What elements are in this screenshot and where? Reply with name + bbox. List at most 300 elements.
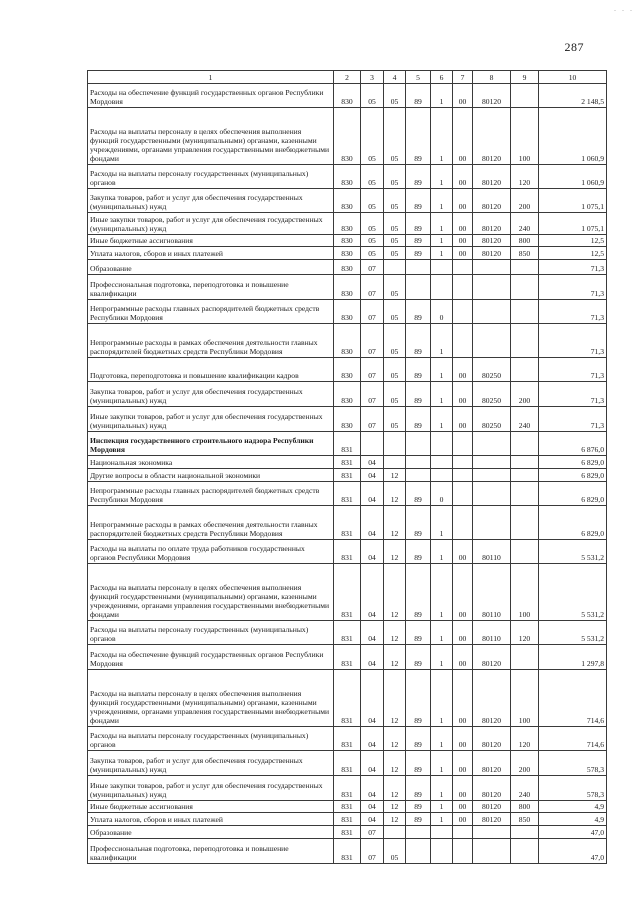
expense-type-cell [511, 324, 539, 358]
amount-cell: 71,3 [539, 407, 607, 432]
gr-code-cell: 830 [334, 358, 361, 382]
table-row [88, 300, 607, 324]
expense-type-cell: 800 [511, 801, 539, 813]
column-header-6: 6 [431, 71, 453, 84]
table-row [88, 564, 607, 621]
table-header-row [88, 71, 607, 84]
subsection-cell: 05 [384, 300, 406, 324]
program-cell: 89 [406, 506, 431, 540]
subprogram-cell: 1 [431, 324, 453, 358]
direction-cell: 00 [453, 407, 473, 432]
direction-cell [453, 826, 473, 839]
article-cell: 80120 [473, 189, 511, 213]
article-cell [473, 839, 511, 864]
expense-type-cell [511, 506, 539, 540]
direction-cell: 00 [453, 382, 473, 407]
section-cell: 07 [361, 300, 384, 324]
column-header-9: 9 [511, 71, 539, 84]
direction-cell [453, 506, 473, 540]
article-cell: 80120 [473, 670, 511, 727]
section-cell: 07 [361, 358, 384, 382]
subprogram-cell: 1 [431, 213, 453, 235]
subprogram-cell: 1 [431, 108, 453, 165]
direction-cell [453, 260, 473, 275]
corner-scan-mark: . . . [614, 4, 634, 13]
expense-type-cell: 100 [511, 670, 539, 727]
row-name-cell: Образование [88, 826, 334, 839]
article-cell [473, 469, 511, 482]
section-cell: 04 [361, 456, 384, 469]
program-cell: 89 [406, 813, 431, 826]
row-name-cell: Расходы на выплаты по оплате труда работников государственных органов Республики Мордовия [88, 540, 334, 564]
row-name-cell: Непрограммные расходы главных распорядителей бюджетных средств Республики Мордовия [88, 300, 334, 324]
subprogram-cell: 1 [431, 247, 453, 260]
amount-cell: 47,0 [539, 839, 607, 864]
subprogram-cell: 1 [431, 84, 453, 108]
gr-code-cell: 831 [334, 482, 361, 506]
direction-cell: 00 [453, 108, 473, 165]
section-cell: 04 [361, 645, 384, 670]
subprogram-cell: 1 [431, 751, 453, 776]
article-cell [473, 260, 511, 275]
expense-type-cell: 240 [511, 776, 539, 801]
table-row [88, 382, 607, 407]
expense-type-cell [511, 84, 539, 108]
subsection-cell: 05 [384, 84, 406, 108]
table-row [88, 260, 607, 275]
section-cell: 04 [361, 801, 384, 813]
table-row [88, 358, 607, 382]
section-cell: 04 [361, 564, 384, 621]
section-cell: 04 [361, 727, 384, 751]
section-cell: 07 [361, 275, 384, 300]
row-name-cell: Расходы на обеспечение функций государственных органов Республики Мордовия [88, 645, 334, 670]
expense-type-cell [511, 540, 539, 564]
section-cell: 04 [361, 813, 384, 826]
program-cell: 89 [406, 564, 431, 621]
direction-cell: 00 [453, 670, 473, 727]
subsection-cell [384, 826, 406, 839]
direction-cell [453, 482, 473, 506]
amount-cell: 71,3 [539, 324, 607, 358]
budget-table [87, 70, 607, 864]
program-cell: 89 [406, 727, 431, 751]
gr-code-cell: 830 [334, 260, 361, 275]
amount-cell: 1 075,1 [539, 189, 607, 213]
row-name-cell: Расходы на выплаты персоналу в целях обеспечения выполнения функций государственными (муниципальными) органами, казенными учреждениями, органами управления государственными внебюджетными фондами [88, 564, 334, 621]
subprogram-cell: 0 [431, 300, 453, 324]
direction-cell: 00 [453, 165, 473, 189]
direction-cell: 00 [453, 540, 473, 564]
gr-code-cell: 830 [334, 235, 361, 247]
subprogram-cell [431, 826, 453, 839]
expense-type-cell: 800 [511, 235, 539, 247]
gr-code-cell: 831 [334, 813, 361, 826]
direction-cell: 00 [453, 235, 473, 247]
amount-cell: 6 829,0 [539, 506, 607, 540]
column-header-4: 4 [384, 71, 406, 84]
subprogram-cell: 1 [431, 727, 453, 751]
table-row [88, 108, 607, 165]
subsection-cell [384, 432, 406, 456]
article-cell [473, 432, 511, 456]
subsection-cell: 12 [384, 621, 406, 645]
subsection-cell: 05 [384, 235, 406, 247]
article-cell: 80110 [473, 540, 511, 564]
row-name-cell: Непрограммные расходы главных распорядителей бюджетных средств Республики Мордовия [88, 482, 334, 506]
amount-cell: 6 829,0 [539, 469, 607, 482]
article-cell [473, 456, 511, 469]
article-cell: 80120 [473, 727, 511, 751]
article-cell: 80120 [473, 213, 511, 235]
section-cell: 04 [361, 776, 384, 801]
subsection-cell: 05 [384, 108, 406, 165]
gr-code-cell: 831 [334, 776, 361, 801]
table-row [88, 275, 607, 300]
row-name-cell: Профессиональная подготовка, переподготовка и повышение квалификации [88, 839, 334, 864]
expense-type-cell [511, 260, 539, 275]
column-header-5: 5 [406, 71, 431, 84]
row-name-cell: Непрограммные расходы в рамках обеспечения деятельности главных распорядителей бюджетных средств Республики Мордовия [88, 506, 334, 540]
subsection-cell: 05 [384, 382, 406, 407]
section-cell: 05 [361, 108, 384, 165]
subsection-cell: 05 [384, 247, 406, 260]
expense-type-cell [511, 358, 539, 382]
row-name-cell: Расходы на выплаты персоналу в целях обеспечения выполнения функций государственными (муниципальными) органами, казенными учреждениями, органами управления государственными внебюджетными фондами [88, 108, 334, 165]
table-row [88, 84, 607, 108]
amount-cell: 12,5 [539, 247, 607, 260]
expense-type-cell [511, 432, 539, 456]
table-row [88, 670, 607, 727]
row-name-cell: Национальная экономика [88, 456, 334, 469]
row-name-cell: Иные бюджетные ассигнования [88, 801, 334, 813]
program-cell: 89 [406, 235, 431, 247]
expense-type-cell: 120 [511, 165, 539, 189]
gr-code-cell: 831 [334, 645, 361, 670]
section-cell: 04 [361, 621, 384, 645]
article-cell [473, 482, 511, 506]
subsection-cell [384, 456, 406, 469]
expense-type-cell: 120 [511, 727, 539, 751]
row-name-cell: Иные закупки товаров, работ и услуг для обеспечения государственных (муниципальных) нужд [88, 213, 334, 235]
article-cell: 80120 [473, 645, 511, 670]
subprogram-cell [431, 469, 453, 482]
gr-code-cell: 830 [334, 324, 361, 358]
table-row [88, 432, 607, 456]
subprogram-cell: 1 [431, 506, 453, 540]
gr-code-cell: 830 [334, 382, 361, 407]
row-name-cell: Расходы на обеспечение функций государственных органов Республики Мордовия [88, 84, 334, 108]
article-cell [473, 506, 511, 540]
article-cell: 80120 [473, 751, 511, 776]
section-cell: 04 [361, 482, 384, 506]
expense-type-cell: 850 [511, 247, 539, 260]
table-row [88, 247, 607, 260]
gr-code-cell: 830 [334, 407, 361, 432]
subsection-cell: 12 [384, 776, 406, 801]
expense-type-cell: 240 [511, 407, 539, 432]
table-row [88, 839, 607, 864]
article-cell: 80120 [473, 235, 511, 247]
expense-type-cell: 100 [511, 564, 539, 621]
column-header-8: 8 [473, 71, 511, 84]
gr-code-cell: 831 [334, 670, 361, 727]
table-row [88, 506, 607, 540]
gr-code-cell: 830 [334, 84, 361, 108]
program-cell: 89 [406, 621, 431, 645]
page-number: 287 [564, 40, 584, 54]
column-header-1: 1 [88, 71, 334, 84]
amount-cell: 2 148,5 [539, 84, 607, 108]
gr-code-cell: 831 [334, 469, 361, 482]
table-row [88, 482, 607, 506]
section-cell: 05 [361, 235, 384, 247]
table-row [88, 645, 607, 670]
amount-cell: 71,3 [539, 300, 607, 324]
subsection-cell: 05 [384, 324, 406, 358]
gr-code-cell: 830 [334, 108, 361, 165]
expense-type-cell: 200 [511, 189, 539, 213]
program-cell: 89 [406, 213, 431, 235]
subsection-cell: 12 [384, 751, 406, 776]
program-cell: 89 [406, 382, 431, 407]
subprogram-cell [431, 260, 453, 275]
table-row [88, 826, 607, 839]
gr-code-cell: 830 [334, 275, 361, 300]
subprogram-cell [431, 456, 453, 469]
direction-cell [453, 432, 473, 456]
subprogram-cell: 1 [431, 407, 453, 432]
gr-code-cell: 831 [334, 751, 361, 776]
gr-code-cell: 830 [334, 165, 361, 189]
expense-type-cell [511, 469, 539, 482]
amount-cell: 714,6 [539, 727, 607, 751]
section-cell: 07 [361, 324, 384, 358]
expense-type-cell [511, 482, 539, 506]
amount-cell: 578,3 [539, 751, 607, 776]
program-cell: 89 [406, 165, 431, 189]
subprogram-cell: 1 [431, 540, 453, 564]
gr-code-cell: 831 [334, 621, 361, 645]
program-cell: 89 [406, 358, 431, 382]
row-name-cell: Закупка товаров, работ и услуг для обеспечения государственных (муниципальных) нужд [88, 189, 334, 213]
amount-cell: 71,3 [539, 275, 607, 300]
row-name-cell: Подготовка, переподготовка и повышение квалификации кадров [88, 358, 334, 382]
row-name-cell: Расходы на выплаты персоналу в целях обеспечения выполнения функций государственными (муниципальными) органами, казенными учреждениями, органами управления государственными внебюджетными фондами [88, 670, 334, 727]
direction-cell: 00 [453, 84, 473, 108]
row-name-cell: Расходы на выплаты персоналу государственных (муниципальных) органов [88, 621, 334, 645]
amount-cell: 47,0 [539, 826, 607, 839]
subprogram-cell: 1 [431, 801, 453, 813]
gr-code-cell: 831 [334, 564, 361, 621]
subprogram-cell: 1 [431, 235, 453, 247]
section-cell: 05 [361, 247, 384, 260]
gr-code-cell: 830 [334, 189, 361, 213]
table-row [88, 456, 607, 469]
program-cell: 89 [406, 300, 431, 324]
subprogram-cell: 1 [431, 621, 453, 645]
row-name-cell: Образование [88, 260, 334, 275]
subsection-cell: 05 [384, 213, 406, 235]
subsection-cell: 05 [384, 358, 406, 382]
section-cell [361, 432, 384, 456]
expense-type-cell [511, 456, 539, 469]
subprogram-cell: 1 [431, 645, 453, 670]
table-body [88, 84, 607, 864]
direction-cell: 00 [453, 727, 473, 751]
subprogram-cell [431, 275, 453, 300]
amount-cell: 12,5 [539, 235, 607, 247]
row-name-cell: Другие вопросы в области национальной экономики [88, 469, 334, 482]
section-cell: 07 [361, 382, 384, 407]
expense-type-cell: 850 [511, 813, 539, 826]
article-cell: 80250 [473, 382, 511, 407]
expense-type-cell [511, 275, 539, 300]
section-cell: 04 [361, 540, 384, 564]
amount-cell: 1 297,8 [539, 645, 607, 670]
section-cell: 04 [361, 751, 384, 776]
table-row [88, 776, 607, 801]
expense-type-cell: 100 [511, 108, 539, 165]
program-cell: 89 [406, 482, 431, 506]
direction-cell: 00 [453, 213, 473, 235]
program-cell [406, 260, 431, 275]
section-cell: 05 [361, 84, 384, 108]
gr-code-cell: 831 [334, 540, 361, 564]
amount-cell: 1 075,1 [539, 213, 607, 235]
row-name-cell: Инспекция государственного строительного надзора Республики Мордовия [88, 432, 334, 456]
gr-code-cell: 831 [334, 432, 361, 456]
amount-cell: 6 829,0 [539, 456, 607, 469]
section-cell: 07 [361, 839, 384, 864]
amount-cell: 71,3 [539, 260, 607, 275]
article-cell: 80120 [473, 247, 511, 260]
article-cell [473, 826, 511, 839]
budget-table-container [87, 70, 606, 864]
program-cell: 89 [406, 670, 431, 727]
subsection-cell: 12 [384, 670, 406, 727]
expense-type-cell: 200 [511, 751, 539, 776]
subsection-cell [384, 260, 406, 275]
article-cell: 80120 [473, 108, 511, 165]
subsection-cell: 12 [384, 727, 406, 751]
article-cell: 80120 [473, 84, 511, 108]
table-row [88, 407, 607, 432]
row-name-cell: Закупка товаров, работ и услуг для обеспечения государственных (муниципальных) нужд [88, 382, 334, 407]
expense-type-cell [511, 826, 539, 839]
column-header-10: 10 [539, 71, 607, 84]
subsection-cell: 05 [384, 407, 406, 432]
row-name-cell: Иные закупки товаров, работ и услуг для обеспечения государственных (муниципальных) нужд [88, 407, 334, 432]
program-cell: 89 [406, 108, 431, 165]
subsection-cell: 12 [384, 506, 406, 540]
subsection-cell: 05 [384, 275, 406, 300]
amount-cell: 4,9 [539, 813, 607, 826]
program-cell: 89 [406, 540, 431, 564]
expense-type-cell [511, 645, 539, 670]
article-cell [473, 300, 511, 324]
article-cell: 80250 [473, 358, 511, 382]
section-cell: 05 [361, 213, 384, 235]
subprogram-cell: 1 [431, 776, 453, 801]
direction-cell [453, 275, 473, 300]
section-cell: 04 [361, 670, 384, 727]
program-cell: 89 [406, 645, 431, 670]
column-header-7: 7 [453, 71, 473, 84]
amount-cell: 5 531,2 [539, 564, 607, 621]
row-name-cell: Уплата налогов, сборов и иных платежей [88, 247, 334, 260]
table-row [88, 813, 607, 826]
amount-cell: 5 531,2 [539, 540, 607, 564]
amount-cell: 714,6 [539, 670, 607, 727]
section-cell: 05 [361, 165, 384, 189]
gr-code-cell: 831 [334, 801, 361, 813]
program-cell [406, 469, 431, 482]
row-name-cell: Иные бюджетные ассигнования [88, 235, 334, 247]
gr-code-cell: 831 [334, 456, 361, 469]
gr-code-cell: 831 [334, 826, 361, 839]
amount-cell: 71,3 [539, 382, 607, 407]
direction-cell [453, 839, 473, 864]
direction-cell: 00 [453, 621, 473, 645]
subprogram-cell [431, 839, 453, 864]
direction-cell: 00 [453, 189, 473, 213]
article-cell: 80120 [473, 776, 511, 801]
direction-cell [453, 324, 473, 358]
column-header-2: 2 [334, 71, 361, 84]
direction-cell [453, 469, 473, 482]
amount-cell: 4,9 [539, 801, 607, 813]
subprogram-cell [431, 432, 453, 456]
direction-cell: 00 [453, 564, 473, 621]
section-cell: 07 [361, 260, 384, 275]
direction-cell [453, 456, 473, 469]
article-cell: 80120 [473, 801, 511, 813]
subsection-cell: 12 [384, 469, 406, 482]
program-cell [406, 275, 431, 300]
subprogram-cell: 1 [431, 165, 453, 189]
amount-cell: 1 060,9 [539, 108, 607, 165]
table-row [88, 324, 607, 358]
amount-cell: 1 060,9 [539, 165, 607, 189]
article-cell: 80250 [473, 407, 511, 432]
subprogram-cell: 0 [431, 482, 453, 506]
expense-type-cell [511, 839, 539, 864]
direction-cell [453, 300, 473, 324]
gr-code-cell: 830 [334, 213, 361, 235]
direction-cell: 00 [453, 776, 473, 801]
row-name-cell: Расходы на выплаты персоналу государственных (муниципальных) органов [88, 165, 334, 189]
subsection-cell: 12 [384, 540, 406, 564]
subprogram-cell: 1 [431, 670, 453, 727]
row-name-cell: Уплата налогов, сборов и иных платежей [88, 813, 334, 826]
table-row [88, 540, 607, 564]
table-row [88, 751, 607, 776]
table-row [88, 469, 607, 482]
article-cell: 80120 [473, 813, 511, 826]
article-cell: 80120 [473, 165, 511, 189]
subsection-cell: 05 [384, 189, 406, 213]
subsection-cell: 05 [384, 165, 406, 189]
program-cell: 89 [406, 189, 431, 213]
program-cell: 89 [406, 407, 431, 432]
table-row [88, 801, 607, 813]
section-cell: 05 [361, 189, 384, 213]
article-cell [473, 324, 511, 358]
direction-cell: 00 [453, 358, 473, 382]
table-row [88, 621, 607, 645]
amount-cell: 71,3 [539, 358, 607, 382]
